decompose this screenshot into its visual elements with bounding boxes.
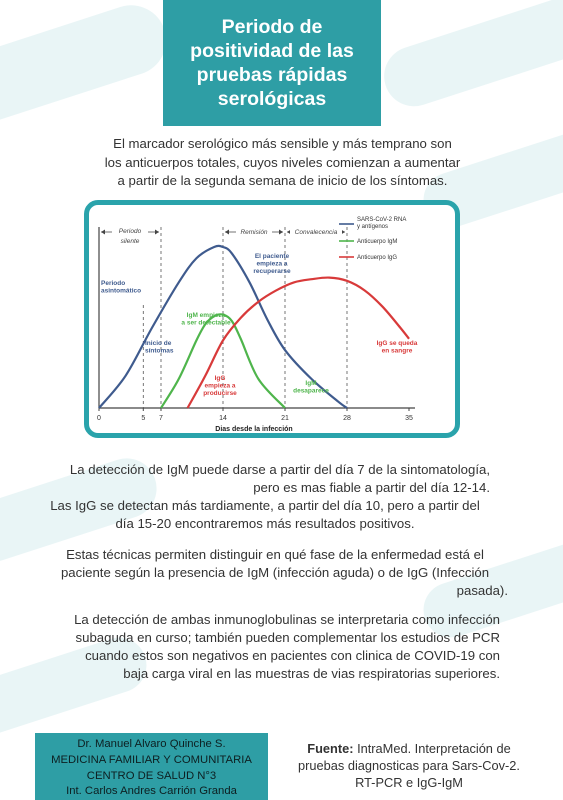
intro-text [70, 135, 495, 191]
source-text: IntraMed. Interpretación de [357, 741, 511, 756]
title-line: serológicas [217, 88, 327, 110]
paragraph-line: La detección de IgM puede darse a partir del día 7 de la sintomatología, [69, 462, 490, 477]
x-tick-label: 5 [141, 415, 146, 422]
annotation-igg-sangre: en sangre [381, 347, 413, 355]
author-line: Int. Carlos Andres Carrión Granda [66, 785, 237, 798]
x-tick-label: 0 [97, 415, 101, 422]
legend-label-rna-1: SARS-CoV-2 RNA [357, 217, 407, 223]
annotation-igm-desaparece: IgM [305, 380, 317, 387]
author-line: Dr. Manuel Alvaro Quinche S. [77, 738, 226, 750]
paragraph-detection [40, 611, 500, 683]
annotation-igg-producirse: producirse [203, 390, 237, 397]
source-line: pruebas diagnosticas para Sars-Cov-2. [298, 758, 520, 773]
source-block [280, 740, 538, 791]
annotation-igg-producirse: IgG [214, 375, 226, 382]
annotation-asintomatico: Periodo [101, 280, 126, 287]
x-axis-label: Dias desde la infección [215, 426, 293, 433]
annotation-igm-detectable: a ser detectable [181, 319, 231, 327]
annotation-inicio-sintomas: Inicio de [145, 340, 172, 347]
paragraph-line: baja carga viral en las muestras de vias respiratorias superiores. [123, 666, 500, 681]
intro-line: los anticuerpos totales, cuyos niveles comienzan a aumentar [104, 154, 461, 170]
legend-label-igg: Anticuerpo IgG [357, 255, 398, 261]
paragraph-line: día 15-20 encontraremos más resultados positivos. [115, 516, 415, 531]
annotation-asintomatico: asintomático [101, 287, 142, 295]
x-tick-label: 7 [159, 415, 163, 422]
x-tick-label: 21 [281, 415, 289, 422]
intro-line: El marcador serológico más sensible y más temprano son [113, 136, 452, 151]
paragraph-line: pasada). [456, 583, 508, 598]
annotation-igm-detectable: IgM empieza [186, 312, 226, 319]
page-title [163, 0, 381, 126]
author-line: MEDICINA FAMILIAR Y COMUNITARIA [51, 753, 252, 766]
legend-label-igm: Anticuerpo IgM [357, 239, 398, 245]
phase-label-silente-1: Periodo [118, 228, 142, 235]
annotation-igg-sangre: IgG se queda [376, 340, 418, 347]
paragraph-line: cuando estos son negativos en pacientes con clinica de COVID-19 con [85, 648, 500, 663]
author-block [35, 733, 268, 800]
paragraph-line: La detección de ambas inmunoglobulinas se interpretaria como infección [74, 612, 500, 627]
paragraph-line: Las IgG se detectan más tardiamente, a partir del día 10, pero a partir del [50, 498, 480, 513]
title-line: Periodo de [221, 16, 323, 38]
legend-label-rna-2: y antígenos [357, 224, 389, 230]
x-tick-label: 28 [343, 415, 351, 422]
intro-line: a partir de la segunda semana de inicio de los síntomas. [117, 173, 448, 188]
paragraph-line: pero es mas fiable a partir del día 12-14. [253, 480, 490, 495]
phase-label-convalecencia: Convalecencia [294, 229, 338, 236]
title-line: pruebas rápidas [196, 64, 348, 86]
background-brush [376, 0, 563, 114]
phase-arrow-silente-head [101, 230, 105, 235]
annotation-inicio-sintomas: síntomas [145, 347, 174, 355]
annotation-recuperarse: El paciente [254, 253, 290, 260]
antibody-chart [84, 200, 460, 438]
annotation-recuperarse: recuperarse [253, 268, 291, 275]
phase-label-remision: Remisión [240, 229, 268, 236]
paragraph-line: subaguda en curso; también pueden complementar los estudios de PCR [75, 630, 500, 645]
paragraph-phase [40, 546, 510, 600]
author-line: CENTRO DE SALUD N°3 [86, 769, 217, 782]
paragraph-igm-igg [40, 461, 490, 497]
background-brush [0, 0, 175, 134]
phase-label-silente-2: silente [120, 238, 140, 245]
chart-svg [89, 205, 455, 433]
x-tick-label: 35 [405, 415, 413, 422]
phase-arrow-remision-head [225, 230, 229, 235]
title-line: positividad de las [190, 40, 354, 62]
x-tick-label: 14 [219, 415, 227, 422]
source-label: Fuente: [307, 741, 354, 756]
source-line-1 [280, 740, 538, 757]
phase-arrow-silente-head [155, 230, 159, 235]
annotation-igm-desaparece: desaparece [293, 387, 329, 395]
paragraph-igg [30, 497, 500, 533]
paragraph-line: Estas técnicas permiten distinguir en qué fase de la enfermedad está el [66, 547, 484, 562]
annotation-igg-producirse: empieza a [204, 382, 236, 390]
paragraph-line: paciente según la presencia de IgM (infección aguda) o de IgG (Infección [60, 565, 490, 580]
annotation-recuperarse: empieza a [256, 260, 288, 268]
source-line: RT-PCR e IgG-IgM [355, 775, 463, 790]
phase-arrow-remision-head [279, 230, 283, 235]
